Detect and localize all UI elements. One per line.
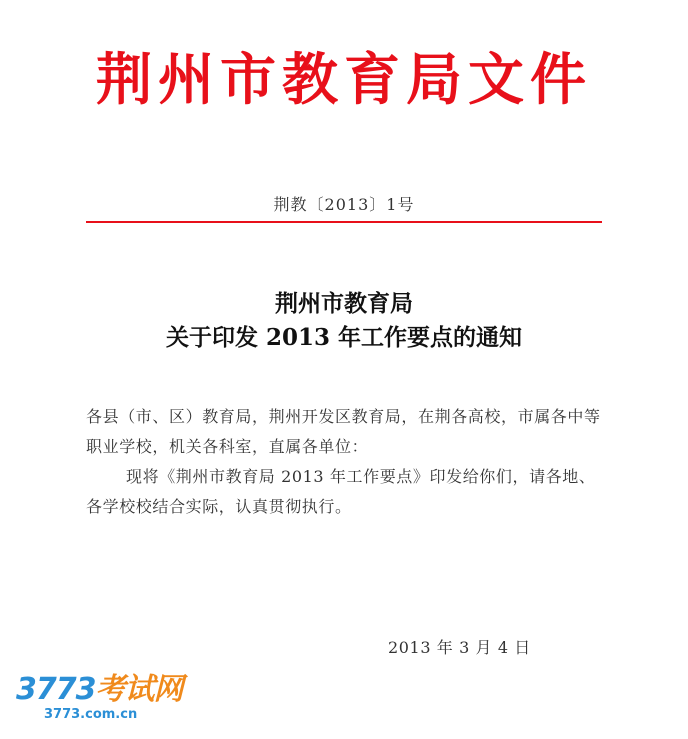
- notice-title: [0, 287, 688, 355]
- notice-title-line2: 关于印发 2013 年工作要点的通知: [165, 324, 523, 351]
- notice-title-line1: 荆州市教育局: [275, 290, 413, 317]
- document-header-title: 荆州市教育局文件: [96, 47, 592, 113]
- document-date: 2013 年 3 月 4 日: [388, 638, 531, 657]
- body-paragraph-content: 现将《荆州市教育局 2013 年工作要点》印发给你们，请各地、各学校校结合实际，认真贯彻执行。: [86, 467, 596, 516]
- watermark-number: 3773: [16, 672, 96, 707]
- watermark-name: 考试网: [95, 672, 183, 707]
- watermark-url: 3773.com.cn: [44, 707, 138, 722]
- watermark-logo-text: [16, 672, 183, 708]
- notice-body: [86, 402, 606, 522]
- red-divider-line: [86, 221, 602, 223]
- document-number: 荆教〔2013〕1号: [273, 195, 415, 214]
- site-watermark-logo: [8, 672, 183, 732]
- body-paragraph-recipients: 各县（市、区）教育局，荆州开发区教育局，在荆各高校，市属各中等职业学校，机关各科室，直属各单位：: [86, 407, 601, 456]
